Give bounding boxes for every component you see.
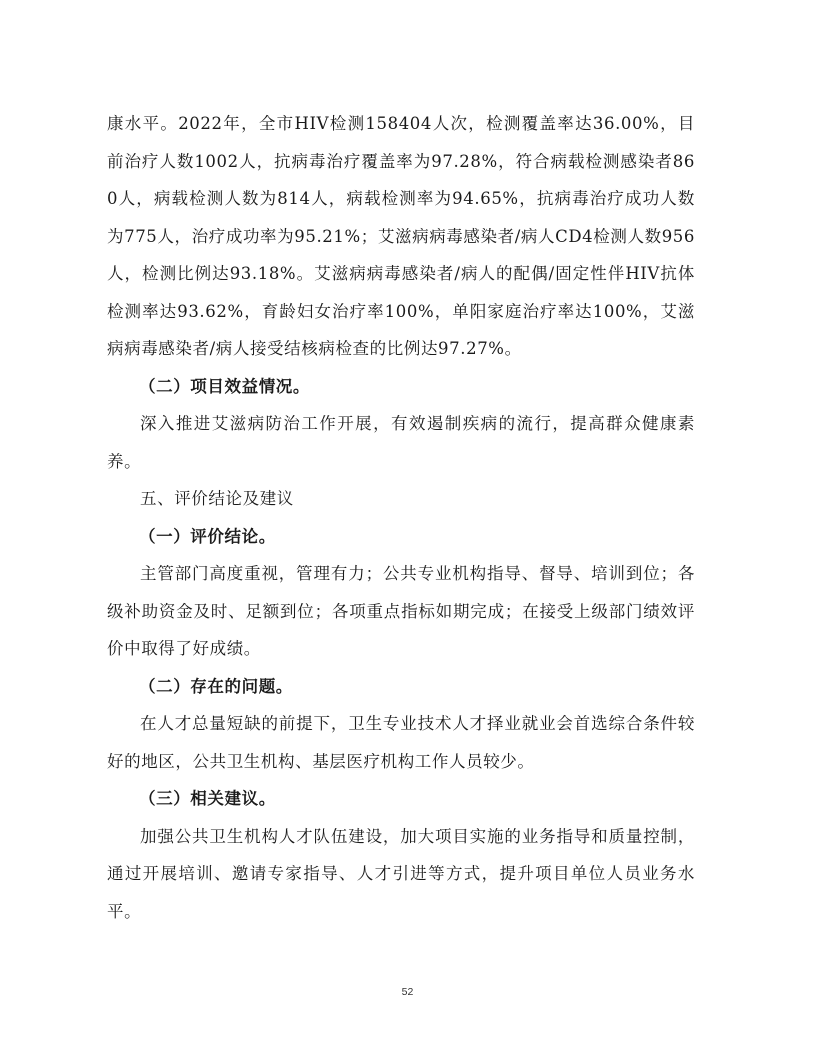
document-body <box>107 105 695 930</box>
paragraph-existing-problems: 在人才总量短缺的前提下，卫生专业技术人才择业就业会首选综合条件较好的地区，公共卫生机构、基层医疗机构工作人员较少。 <box>107 714 695 771</box>
heading-recommendations: （三）相关建议。 <box>139 789 276 808</box>
section-title-conclusions: 五、评价结论及建议 <box>140 489 294 508</box>
paragraph-evaluation-conclusion: 主管部门高度重视，管理有力；公共专业机构指导、督导、培训到位；各级补助资金及时、足额到位；各项重点指标如期完成；在接受上级部门绩效评价中取得了好成绩。 <box>107 564 695 658</box>
page-number: 52 <box>401 986 414 998</box>
paragraph-project-benefits: 深入推进艾滋病防治工作开展，有效遏制疾病的流行，提高群众健康素养。 <box>107 414 695 471</box>
heading-evaluation-conclusion: （一）评价结论。 <box>139 526 276 546</box>
heading-project-benefits: （二）项目效益情况。 <box>139 376 310 396</box>
paragraph-recommendations: 加强公共卫生机构人才队伍建设，加大项目实施的业务指导和质量控制，通过开展培训、邀请专家指导、人才引进等方式，提升项目单位人员业务水平。 <box>107 826 695 921</box>
heading-existing-problems: （二）存在的问题。 <box>139 676 293 696</box>
paragraph-hiv-statistics: 康水平。2022年，全市HIV检测158404人次，检测覆盖率达36.00%，目前治疗人数1002人，抗病毒治疗覆盖率为97.28%，符合病载检测感染者860人，病载检测人数为814人，病载检测率为94.65%，抗病毒治疗成功人数为775人，治疗成功率为95.21%；艾滋病病毒感染者/病人CD4检测人数956人，检测比例达93.18%。艾滋病病毒感染者/病人的配偶/固定性伴HIV抗体检测率达93.62%，育龄妇女治疗率100%，单阳家庭治疗率达100%，艾滋病病毒感染者/病人接受结核病检查的比例达97.27%。 <box>107 114 695 358</box>
